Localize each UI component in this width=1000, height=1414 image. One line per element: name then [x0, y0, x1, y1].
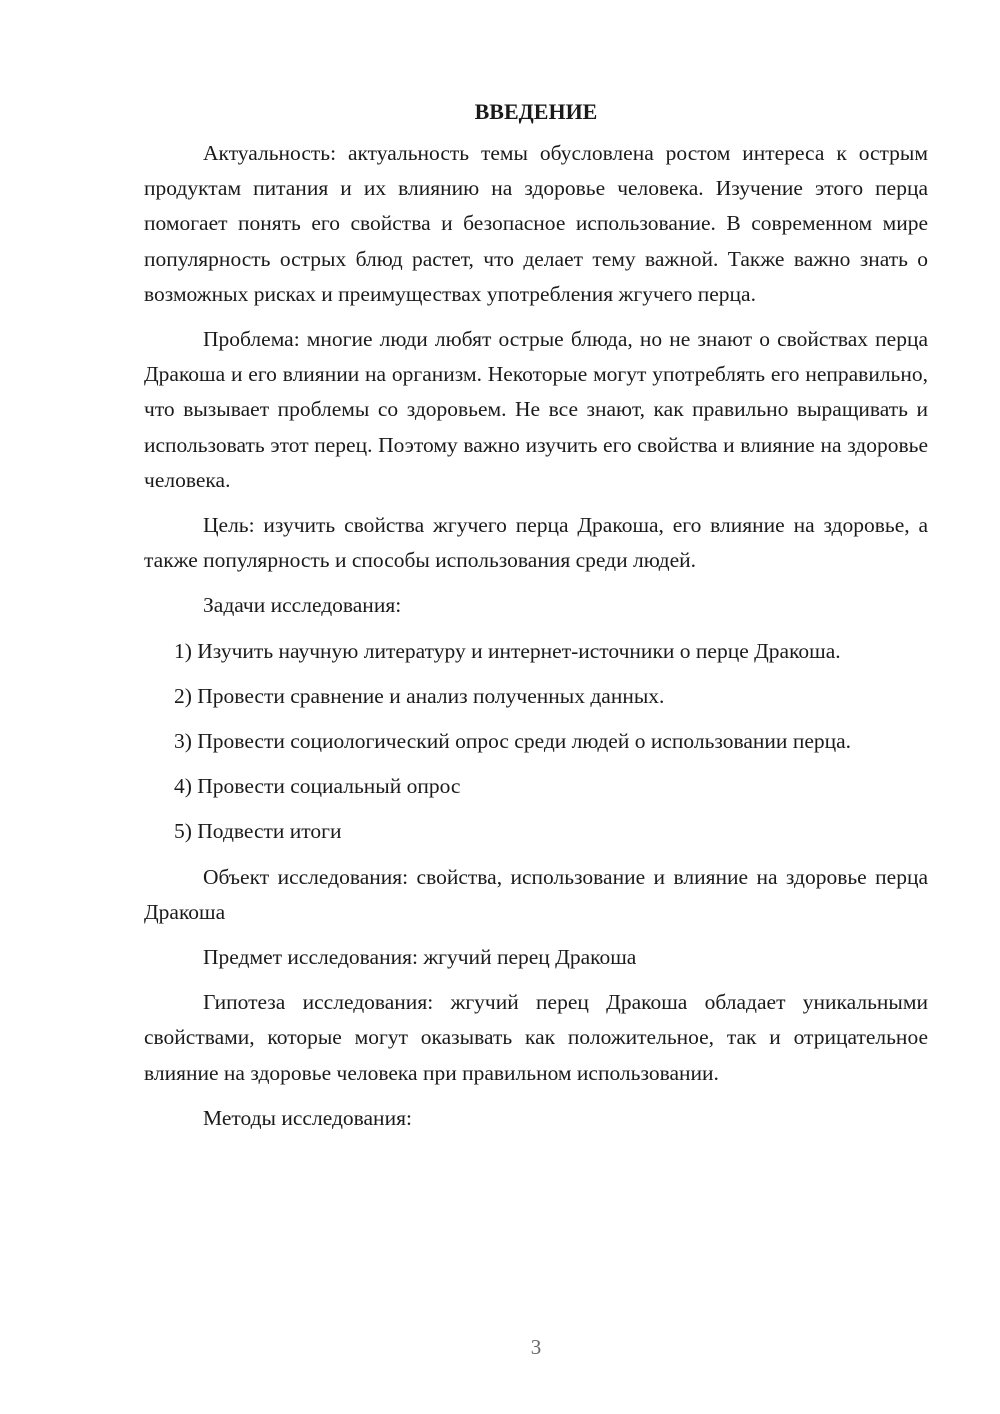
tasks-list [144, 634, 928, 850]
paragraph-subject: Предмет исследования: жгучий перец Дракоша [203, 945, 637, 970]
paragraph-problem: Проблема: многие люди любят острые блюда, но не знают о свойствах перца Дракоша и его влиянии на организм. Некоторые могут употреблять его неправильно, что вызывает проблемы со здоровьем. Не все знают, как правильно выращивать и использовать этот перец. Поэтому важно изучить его свойства и влияние на здоровье человека. [144, 327, 928, 492]
list-item: 5) Подвести итоги [174, 819, 342, 844]
paragraph-object: Объект исследования: свойства, использование и влияние на здоровье перца Дракоша [144, 864, 928, 924]
paragraph-methods: Методы исследования: [203, 1105, 412, 1130]
paragraph-relevance: Актуальность: актуальность темы обусловлена ростом интереса к острым продуктам питания и их влиянию на здоровье человека. Изучение этого перца помогает понять его свойства и безопасное использование. В современном мире популярность острых блюд растет, что делает тему важной. Также важно знать о возможных рисках и преимуществах употребления жгучего перца. [144, 141, 928, 306]
list-item: 2) Провести сравнение и анализ полученных данных. [174, 683, 665, 708]
paragraph-hypothesis: Гипотеза исследования: жгучий перец Дракоша обладает уникальными свойствами, которые могут оказывать как положительное, так и отрицательное влияние на здоровье человека при правильном использовании. [144, 990, 928, 1085]
list-item: 4) Провести социальный опрос [174, 774, 461, 799]
paragraph-goal: Цель: изучить свойства жгучего перца Дракоша, его влияние на здоровье, а также популярность и способы использования среди людей. [144, 513, 928, 573]
page-content [144, 94, 928, 1136]
paragraph-tasks-heading: Задачи исследования: [203, 593, 402, 618]
page-number: 3 [530, 1335, 542, 1359]
section-heading: ВВЕДЕНИЕ [474, 99, 598, 124]
list-item: 1) Изучить научную литературу и интернет-источники о перце Дракоша. [174, 638, 841, 663]
list-item: 3) Провести социологический опрос среди людей о использовании перца. [174, 729, 852, 754]
